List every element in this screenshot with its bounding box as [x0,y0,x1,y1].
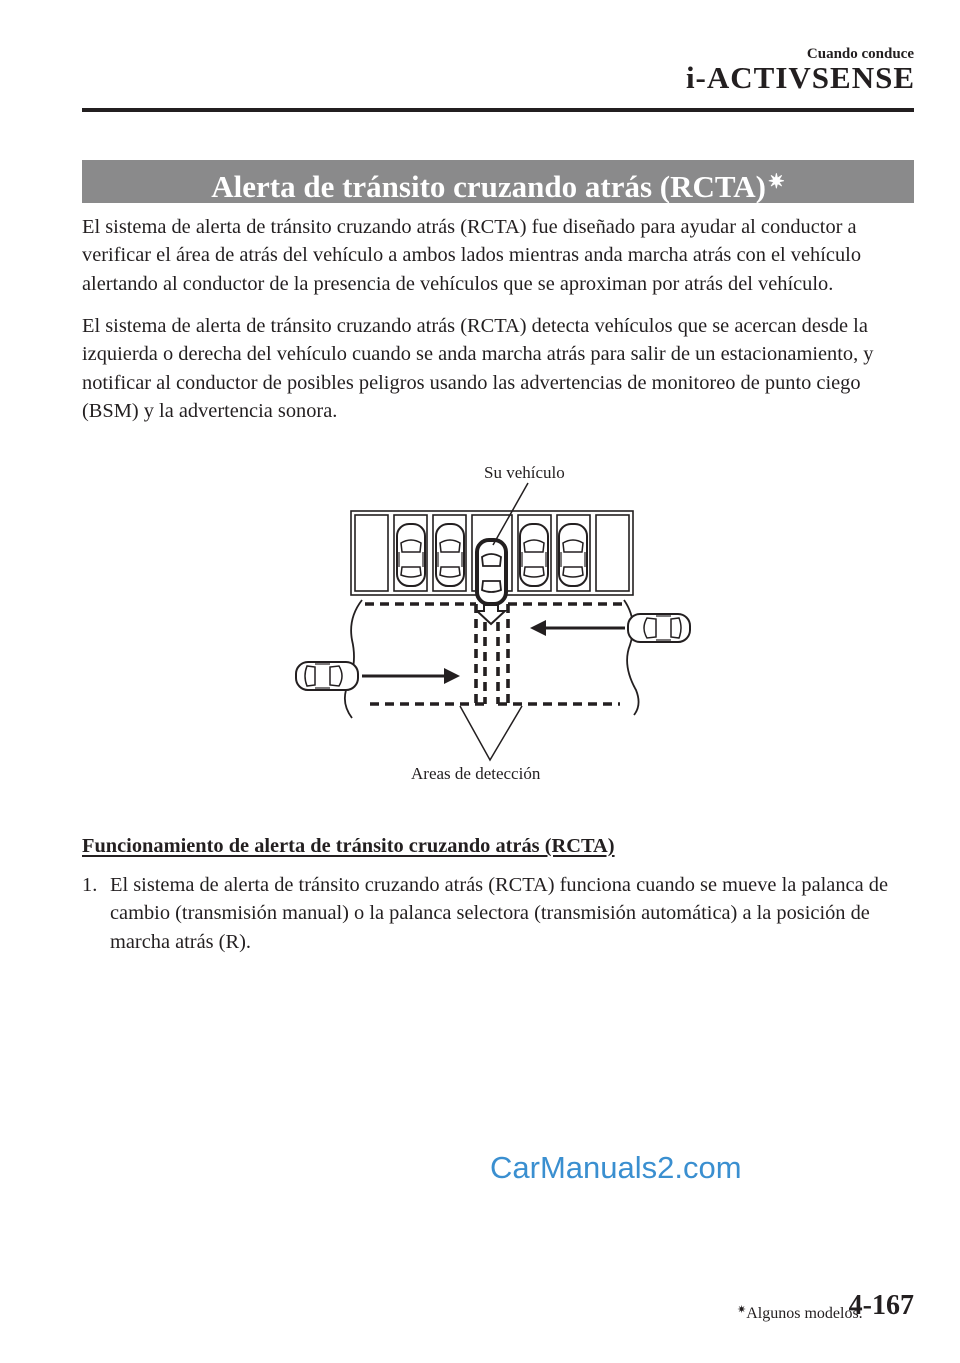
own-vehicle [477,540,506,604]
section-title: i-ACTIVSENSE [685,60,915,95]
reverse-arrow [477,605,505,624]
section-heading: Alerta de tránsito cruzando atrás (RCTA) [211,169,766,204]
page-number: 4-167 [848,1290,914,1321]
approach-arrow-left [362,668,460,684]
operation-subheading: Funcionamiento de alerta de tránsito cruzando atrás (RCTA) [82,835,615,857]
section-heading-bar [82,160,914,203]
rcta-diagram [280,450,700,795]
detection-paragraph: El sistema de alerta de tránsito cruzando atrás (RCTA) detecta vehículos que se acercan desde la izquierda o derecha del vehículo cuando se anda marcha atrás para salir de un estacionamiento, y notificar al conductor de posibles peligros usando las advertencias de monitoreo de punto ciego (BSM) y la advertencia sonora. [82,315,874,423]
parked-car [559,524,587,586]
approach-arrow-right [530,620,625,636]
footnote-marker: ✷ [737,1304,747,1316]
list-item [82,871,922,956]
intro-paragraph: El sistema de alerta de tránsito cruzando atrás (RCTA) fue diseñado para ayudar al conductor a verificar el área de atrás del vehículo a ambos lados mientras anda marcha atrás con el vehículo alertando al conductor de la presencia de vehículos que se aproximan por atrás del vehículo. [82,216,862,295]
some-models-marker: ✷ [767,171,785,193]
header-divider [82,108,914,112]
areas-leader-line [460,706,522,760]
parked-car [397,524,425,586]
approaching-car-right [628,614,690,642]
step-number: 1. [82,874,98,896]
watermark: CarManuals2.com [490,1150,742,1185]
footnote [737,1303,863,1323]
road-edge-left [345,600,362,718]
parked-car [436,524,464,586]
chapter-title: Cuando conduce [806,46,914,62]
parked-car [520,524,548,586]
step-text: El sistema de alerta de tránsito cruzando atrás (RCTA) funciona cuando se mueve la palanca de cambio (transmisión manual) o la palanca selectora (transmisión automática) a la posición de marcha atrás (R). [110,874,888,953]
label-your-vehicle: Su vehículo [484,463,565,482]
label-detection-areas: Areas de detección [411,764,541,783]
approaching-car-left [296,662,358,690]
footnote-text: Algunos modelos. [746,1305,863,1322]
